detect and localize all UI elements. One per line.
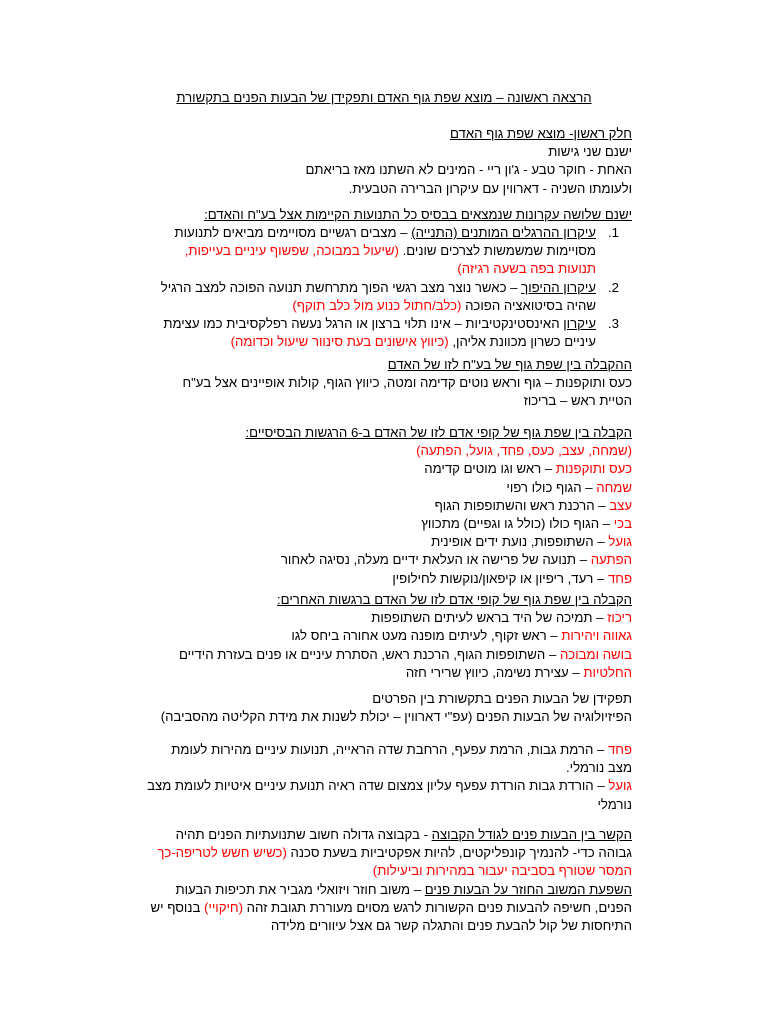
emotion-term: שמחה	[596, 479, 632, 495]
section-heading: הקשר בין הבעות פנים לגודל הקבוצה	[431, 827, 632, 842]
section-animal-human	[0, 356, 632, 411]
principle-example: (שיעול במבוכה, שפשוף עיניים בעייפות,	[184, 243, 403, 259]
emotion-row	[0, 646, 632, 664]
principle-text: האינסטינקטיביות – אינו תלוי ברצון או הרגל נעשה רפלקסיבית כמו עצימת	[163, 316, 564, 332]
principle-term: עיקרון ההרגלים המותנים (התנייה)	[411, 225, 596, 240]
page-title: הרצאה ראשונה – מוצא שפת גוף האדם ותפקידן של הבעות הפנים בתקשורת	[176, 90, 592, 105]
text-line: הטיית ראש – בריכוז	[523, 393, 632, 409]
emotion-term: ריכוז	[607, 610, 632, 626]
section-other-emotions	[0, 591, 632, 682]
emotion-row	[0, 497, 632, 515]
section-origin	[0, 125, 632, 198]
text-line: האחת - חוקר טבע - ג'ון ריי - המינים לא השתנו מאז בריאתם	[305, 162, 632, 178]
emotion-desc: – עצירת נשימה, כיווץ שרירי חזה	[405, 664, 584, 680]
section-heading: הקבלה בין שפת גוף של קופי אדם לזו של האדם ב-6 הרגשות הבסיסיים:	[245, 425, 632, 440]
section-heading: חלק ראשון- מוצא שפת גוף האדם	[449, 126, 632, 141]
list-number: 1.	[608, 225, 620, 240]
text-line: נורמלי	[597, 796, 632, 812]
list-number: 2.	[608, 279, 620, 295]
principle-text: מסויימות שמשמשות לצרכים שונים.	[402, 243, 596, 259]
principle-text: – מצבים רגשיים מסויימים מביאים לתנועות	[174, 225, 412, 240]
emotion-term: גועל	[608, 534, 632, 550]
emotion-term: פחד	[607, 742, 632, 757]
principle-term: עיקרון ההיפוך	[521, 279, 596, 295]
list-item	[0, 315, 632, 351]
section-role	[0, 690, 632, 726]
emotion-row	[0, 515, 632, 533]
principle-text: – כאשר נוצר מצב רגשי הפוך מתרחשת תנועה הפוכה למצב הרגיל	[160, 279, 522, 295]
text-line: התיחסות של קול להבעת פנים והתגלה קשר גם אצל עיוורים מלידה	[270, 918, 632, 934]
emotion-desc: – הגוף כולו רפוי	[506, 479, 597, 495]
emotion-term: בושה ומבוכה	[559, 646, 632, 662]
principle-example: (כלב/חתול כנוע מול כלב תוקף)	[292, 297, 466, 313]
section-fear-disgust	[0, 741, 632, 814]
emotion-row	[0, 570, 632, 588]
emotion-row	[0, 627, 632, 645]
list-item	[0, 279, 632, 315]
principles-list	[0, 224, 632, 351]
emotion-row	[0, 479, 632, 497]
section-heading: ההקבלה בין שפת גוף של בע"ח לזו של האדם	[387, 357, 632, 372]
example-text: המסר שטורף בסביבה יעבור במהירות וביעילות)	[372, 863, 632, 879]
emotion-desc: – השתופפות הגוף, הרכנת ראש, הסתרת עיניים או פנים בעזרת הידיים	[178, 646, 560, 662]
emotion-desc: – רעד, ריפיון או קיפאון/נוקשות לחילופין	[392, 570, 608, 586]
emotion-term: כעס ותוקפנות	[555, 461, 632, 477]
text-line: תפקידן של הבעות הפנים בתקשורת בין הפרטים	[372, 691, 632, 706]
section-heading: ישנם שלושה עקרונות שנמצאים בבסיס כל התנועות הקיימות אצל בע"ח והאדם:	[204, 207, 632, 222]
text-line: - בקבוצה גדולה חשוב שתנועתיות הפנים תהיה	[175, 827, 432, 842]
example-text: (כשיש חשש לטריפה-כך	[157, 845, 291, 861]
text-line: ישנם שני גישות	[548, 144, 632, 160]
text-line: הפנים, חשיפה להבעות פנים הקשורות לרגש מסוים מעוררת תגובת זהה	[246, 899, 632, 915]
emotion-desc: – תנועה של פרישה או העלאת ידיים מעלה, נסיגה לאחור	[280, 552, 591, 568]
emotion-row	[0, 664, 632, 682]
emotion-desc: – הרכנת ראש והשתופפות הגוף	[434, 497, 610, 513]
emotion-term: עצב	[609, 497, 632, 513]
principle-example: תנועות בפה בשעה רגיזה)	[457, 261, 596, 277]
emotion-desc: – הרמת גבות, הרמת עפעף, הרחבת שדה הראייה, תנועות עיניים מהירות לעומת	[171, 742, 608, 757]
emotion-row	[0, 551, 632, 569]
text-line: הפיזיולוגיה של הבעות הפנים (עפ"י דארווין – יכולת לשנות את מידת הקליטה מהסביבה)	[160, 709, 632, 725]
emotion-row	[0, 460, 632, 478]
emotion-row	[0, 609, 632, 627]
emotion-term: גאווה ויהירות	[561, 628, 632, 644]
emotion-row	[0, 533, 632, 551]
emotion-desc: – ראש וגו מוטים קדימה	[424, 461, 556, 477]
emotion-desc: – הגוף כולו (כולל גו וגפיים) מתכווץ	[421, 516, 614, 532]
emotion-term: פחד	[607, 570, 632, 586]
list-item	[0, 224, 632, 279]
text-line: כעס ותוקפנות – גוף וראש נוטים קדימה ומטה, כיווץ הגוף, קולות אופיינים אצל בע"ח	[182, 375, 632, 391]
example-text: (חיקויי)	[204, 899, 247, 915]
section-group-feedback	[0, 826, 632, 935]
section-heading: הקבלה בין שפת גוף של קופי אדם לזו של האדם ברגשות האחרים:	[277, 592, 632, 607]
text-line: ולעומתו השניה - דארווין עם עיקרון הברירה הטבעית.	[348, 180, 632, 196]
list-number: 3.	[608, 316, 620, 332]
emotion-desc: – תמיכה של היד בראש לעיתים השתופפות	[371, 610, 608, 626]
text-line: גבוהה כדי- להנמיך קונפליקטים, להיות אפקטיביות בשעת סכנה	[290, 845, 632, 861]
emotion-desc: – השתופפות, נועת ידים אופינית	[431, 534, 609, 550]
principle-term: עיקרון	[563, 316, 596, 332]
emotion-desc: – ראש זקוף, לעיתים מופנה מעט אחורה ביחס לגו	[291, 628, 562, 644]
emotion-list: (שמחה, עצב, כעס, פחד, גועל, הפתעה)	[416, 443, 632, 459]
section-principles-heading	[0, 206, 632, 224]
emotion-term: החלטיות	[583, 664, 632, 680]
principle-text: עיניים כשרון מכוונת אליהן,	[452, 334, 596, 350]
text-line: בנוסף יש	[150, 899, 205, 915]
section-basic-emotions	[0, 424, 632, 588]
principle-text: שהיה בסיטואציה הפוכה	[465, 297, 596, 313]
text-line: – משוב חוזר ויזואלי מגביר את תכיפות הבעות	[175, 881, 425, 897]
emotion-desc: – הורדת גבות הורדת עפעף עליון צמצום שדה ראיה תנועת עיניים איטיות לעומת מצב	[147, 778, 609, 794]
emotion-term: בכי	[613, 516, 632, 532]
section-heading: השפעת המשוב החוזר על הבעות פנים	[424, 881, 632, 897]
principle-example: (כיווץ אישונים בעת סינוור שיעול וכדומה)	[230, 334, 453, 350]
text-line: מצב נורמלי.	[565, 760, 632, 776]
emotion-term: גועל	[608, 778, 632, 794]
emotion-term: הפתעה	[590, 552, 632, 568]
